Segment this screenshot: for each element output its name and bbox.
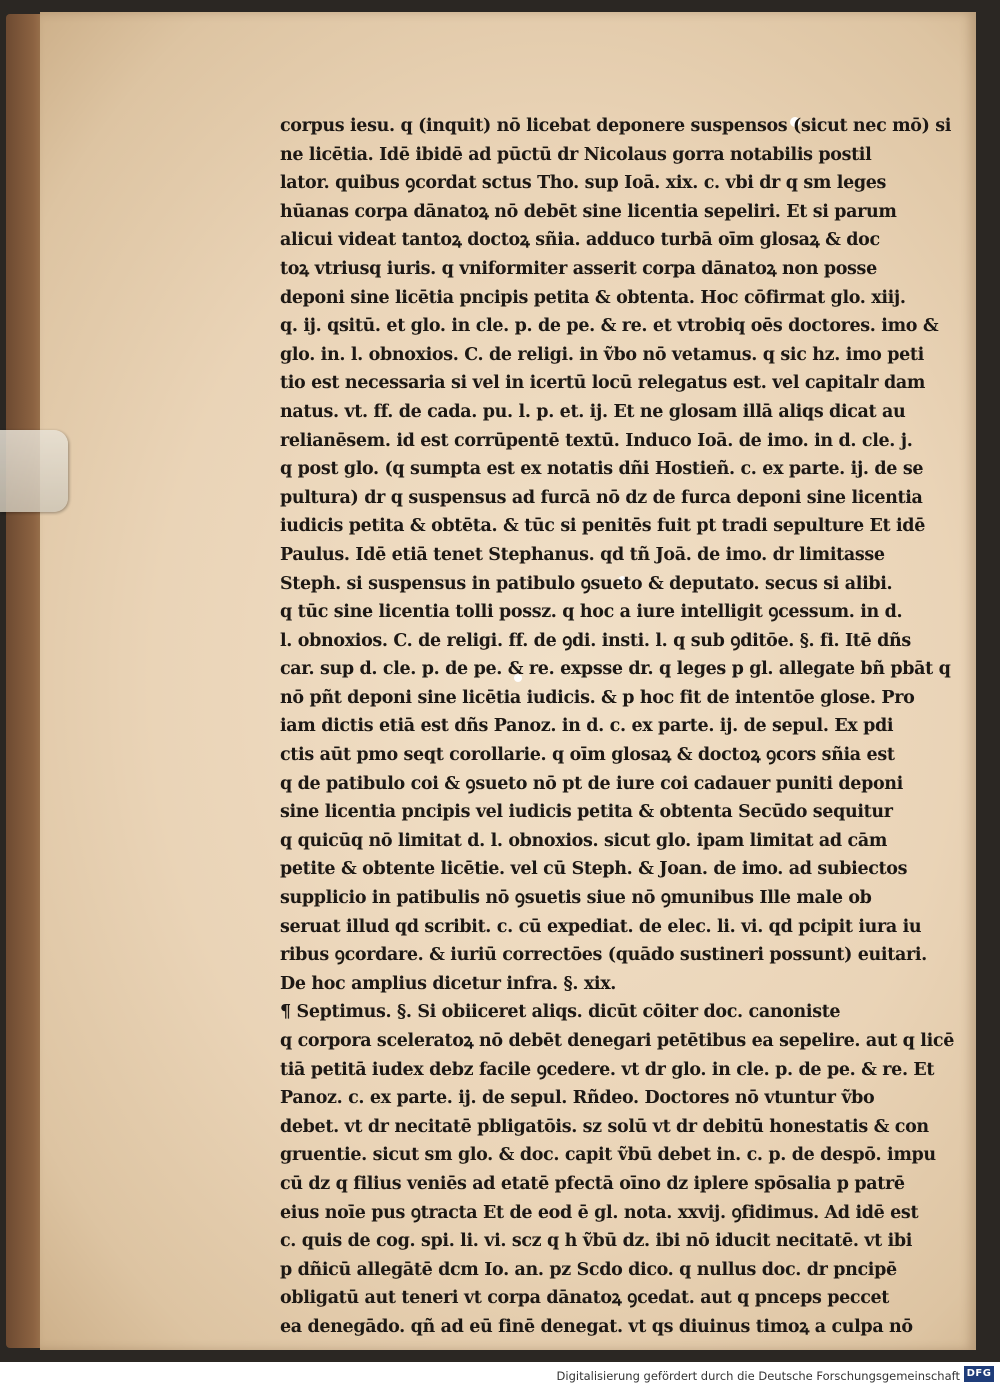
text-line: car. sup d. cle. p. de pe. & re. expsse dr. q leges p gl. allegate bñ pbāt q [280, 659, 951, 680]
book-page [40, 12, 976, 1350]
text-line: debet. vt dr necitatē pbligatōis. sz solū vt dr debitū honestatis & con [280, 1116, 929, 1137]
text-line: ea denegādo. qñ ad eū finē denegat. vt qs diuinus timoꝝ a culpa nō [280, 1316, 913, 1337]
text-line: seruat illud qd scribit. c. cū expediat. de elec. li. vi. qd pcipit iura iu [280, 916, 922, 937]
text-line: ctis aūt pmo seqt corollarie. q oīm glosaꝝ & doctoꝝ ꝯcors sñia est [280, 745, 895, 766]
text-line: c. quis de cog. spi. li. vi. scz q h ṽbū dz. ibi nō iducit necitatē. vt ibi [280, 1231, 913, 1252]
text-line: q corpora sceleratoꝝ nō debēt denegari petētibus ea sepelire. aut q licē [280, 1031, 954, 1051]
text-line: cū dz q filius veniēs ad etatē pfectā oīno dz iplere spōsalia p patrē [280, 1173, 905, 1194]
text-line: deponi sine licētia pncipis petita & obtenta. Hoc cōfirmat glo. xiij. [280, 287, 906, 308]
text-line: gruentie. sicut sm glo. & doc. capit ṽbū debet in. c. p. de despō. impu [280, 1145, 936, 1166]
text-line: eius noīe pus ꝯtracta Et de eod ē gl. nota. xxvij. ꝯfidimus. Ad idē est [280, 1202, 919, 1223]
text-line: q tūc sine licentia tolli possz. q hoc a iure intelligit ꝯcessum. in d. [280, 602, 903, 623]
text-line: Steph. si suspensus in patibulo ꝯsueto & deputato. secus si alibi. [280, 573, 893, 594]
text-line: iam dictis etiā est dñs Panoz. in d. c. ex parte. ij. de sepul. Ex pdi [280, 716, 894, 737]
text-line: Panoz. c. ex parte. ij. de sepul. Rñdeo. Doctores nō vtuntur ṽbo [280, 1088, 875, 1109]
text-line: corpus iesu. q (inquit) nō licebat deponere suspensos (sicut nec mō) si [280, 116, 952, 136]
text-line: p dñicū allegātē dcm Io. an. pz Scdo dico. q nullus doc. dr pncipē [280, 1259, 897, 1280]
body-text [280, 112, 954, 1337]
text-line: hūanas corpa dānatoꝝ nō debēt sine licentia sepeliri. Et si parum [280, 201, 897, 222]
page-clip [0, 430, 68, 512]
text-line: alicui videat tantoꝝ doctoꝝ sñia. adduco turbā oīm glosaꝝ & doc [280, 230, 880, 251]
text-line: l. obnoxios. C. de religi. ff. de ꝯdi. insti. l. q sub ꝯditōe. §. fi. Itē dñs [280, 630, 911, 651]
text-line: pultura) dr q suspensus ad furcā nō dz de furca deponi sine licentia [280, 487, 923, 508]
text-line: natus. vt. ff. de cada. pu. l. p. et. ij. Et ne glosam illā aliqs dicat au [280, 401, 906, 422]
text-line: glo. in. l. obnoxios. C. de religi. in ṽbo nō vetamus. q sic hz. imo peti [280, 344, 924, 365]
text-line: sine licentia pncipis vel iudicis petita & obtenta Secūdo sequitur [280, 802, 893, 823]
text-line: q de patibulo coi & ꝯsueto nō pt de iure coi cadauer puniti deponi [280, 773, 903, 794]
text-line: nō pñt deponi sine licētia iudicis. & p hoc fit de intentōe glose. Pro [280, 687, 915, 708]
text-line: tiā petitā iudex debz facile ꝯcedere. vt dr glo. in cle. p. de pe. & re. Et [280, 1059, 935, 1080]
funding-credit: Digitalisierung gefördert durch die Deutsche Forschungsgemeinschaft [556, 1369, 960, 1383]
text-line: Paulus. Idē etiā tenet Stephanus. qd tñ Joā. de imo. dr limitasse [280, 544, 885, 565]
text-line: De hoc amplius dicetur infra. §. xix. [280, 973, 617, 994]
text-line: obligatū aut teneri vt corpa dānatoꝝ ꝯcedat. aut q pnceps peccet [280, 1288, 890, 1309]
text-line: q. ij. qsitū. et glo. in cle. p. de pe. & re. et vtrobiq oēs doctores. imo & [280, 316, 939, 337]
text-line: relianēsem. id est corrūpentē textū. Induco Ioā. de imo. in d. cle. j. [280, 430, 913, 451]
text-line: toꝝ vtriusq iuris. q vniformiter asserit corpa dānatoꝝ non posse [280, 258, 877, 279]
dfg-logo: DFG [964, 1366, 994, 1382]
text-line: ¶ Septimus. §. Si obiiceret aliqs. dicūt cōiter doc. canoniste [280, 1002, 841, 1023]
text-line: iudicis petita & obtēta. & tūc si penitēs fuit pt tradi sepulture Et idē [280, 516, 925, 537]
text-line: tio est necessaria si vel in icertū locū relegatus est. vel capitalr dam [280, 373, 926, 394]
text-line: q post glo. (q sumpta est ex notatis dñi Hostieñ. c. ex parte. ij. de se [280, 459, 924, 480]
text-line: q quicūq nō limitat d. l. obnoxios. sicut glo. ipam limitat ad cām [280, 830, 888, 851]
text-line: lator. quibus ꝯcordat sctus Tho. sup Ioā. xix. c. vbi dr q sm leges [280, 173, 887, 194]
text-line: ribus ꝯcordare. & iuriū correctōes (quādo sustineri possunt) euitari. [280, 945, 927, 966]
text-line: petite & obtente licētie. vel cū Steph. & Joan. de imo. ad subiectos [280, 859, 908, 880]
text-line: ne licētia. Idē ibidē ad pūctū dr Nicolaus gorra notabilis postil [280, 144, 872, 165]
text-line: supplicio in patibulis nō ꝯsuetis siue nō ꝯmunibus Ille male ob [280, 888, 872, 909]
